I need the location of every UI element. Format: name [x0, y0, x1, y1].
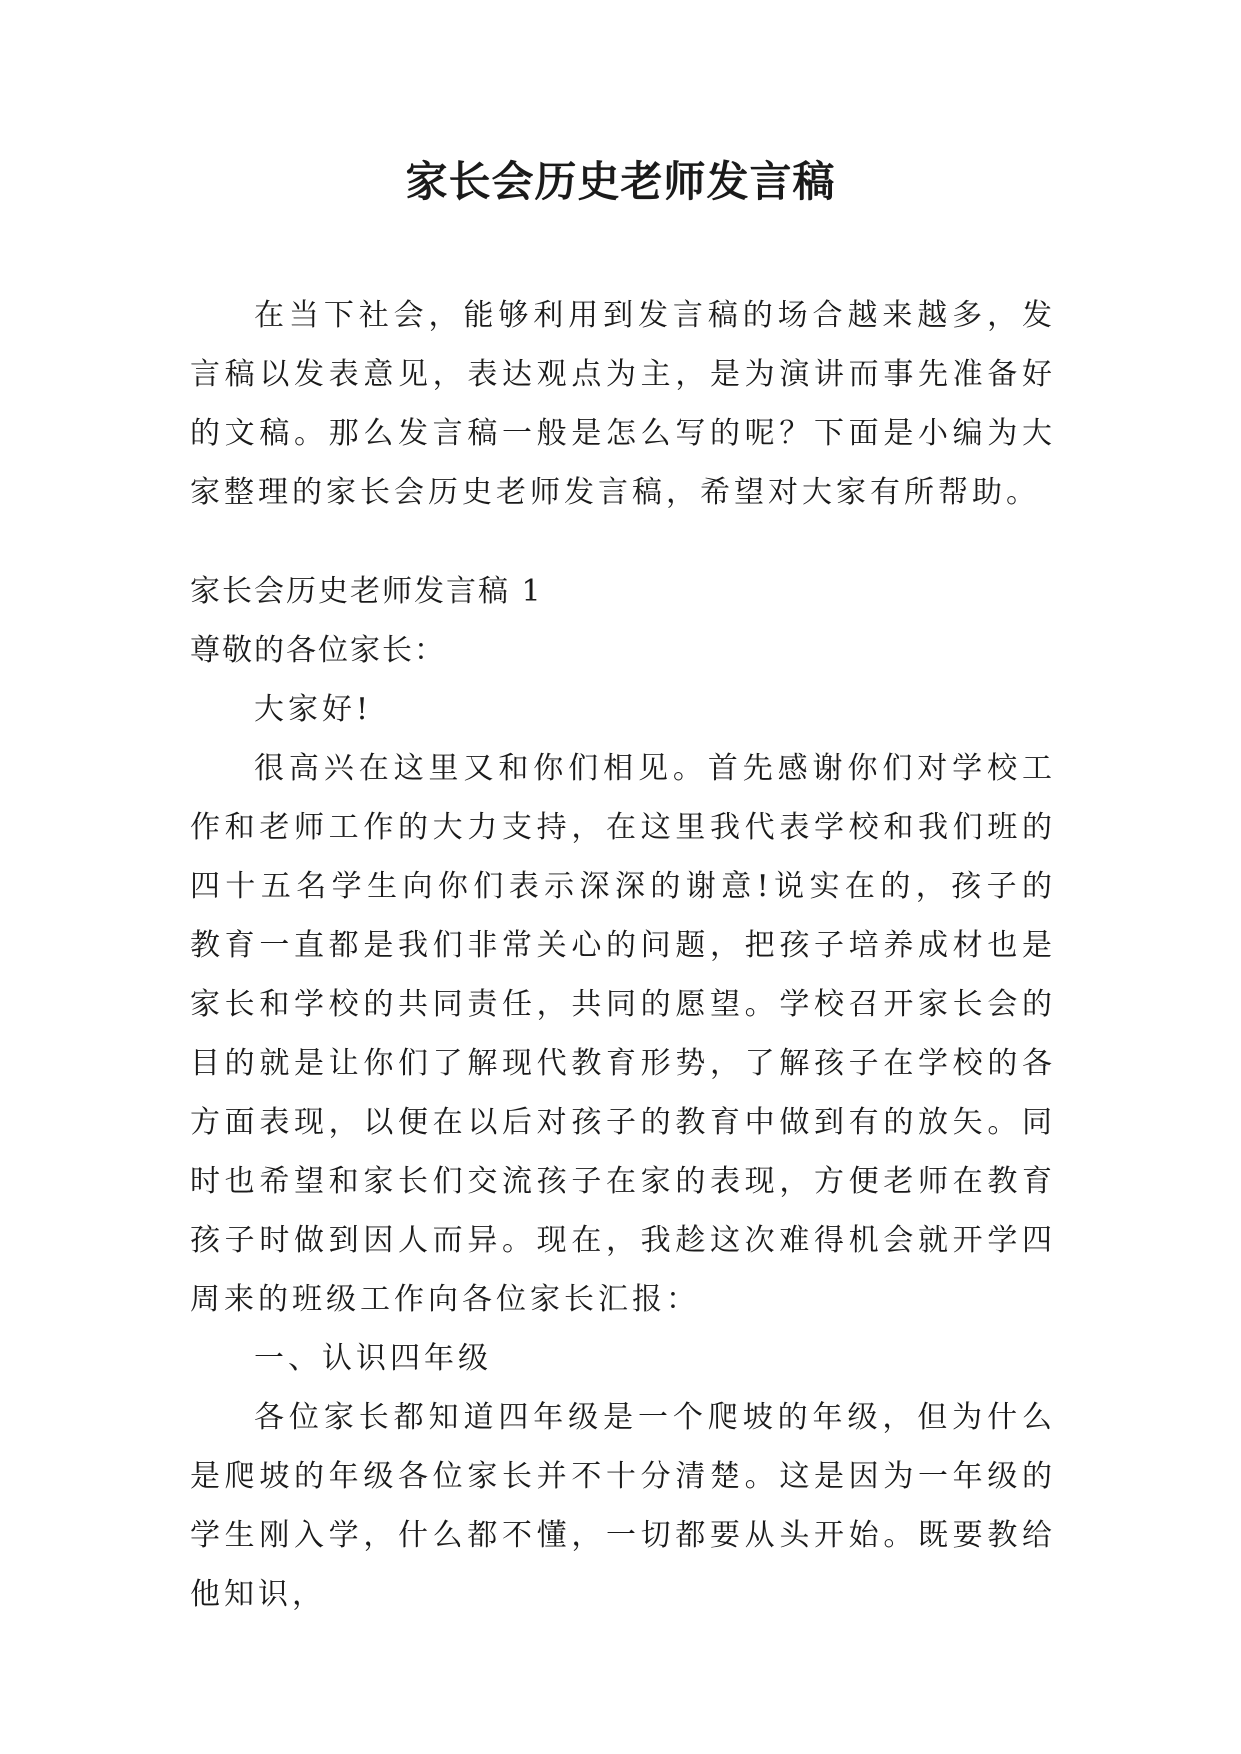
section-title: 家长会历史老师发言稿 1 [190, 574, 543, 609]
greeting: 大家好! [254, 692, 373, 727]
document-body [190, 286, 1056, 1624]
body-paragraph-1: 很高兴在这里又和你们相见。首先感谢你们对学校工作和老师工作的大力支持，在这里我代表学校和我们班的四十五名学生向你们表示深深的谢意!说实在的，孩子的教育一直都是我们非常关心的问题，把孩子培养成材也是家长和学校的共同责任，共同的愿望。学校召开家长会的目的就是让你们了解现代教育形势，了解孩子在学校的各方面表现，以便在以后对孩子的教育中做到有的放矢。同时也希望和家长们交流孩子在家的表现，方便老师在教育孩子时做到因人而异。现在，我趁这次难得机会就开学四周来的班级工作向各位家长汇报： [190, 751, 1056, 1317]
document-title: 家长会历史老师发言稿 [405, 157, 836, 206]
salutation: 尊敬的各位家长： [190, 633, 446, 668]
subheading-1: 一、认识四年级 [254, 1341, 492, 1376]
body-paragraph-2: 各位家长都知道四年级是一个爬坡的年级，但为什么是爬坡的年级各位家长并不十分清楚。这是因为一年级的学生刚入学，什么都不懂，一切都要从头开始。既要教给他知识， [190, 1400, 1056, 1612]
spacer [190, 522, 1056, 562]
intro-paragraph: 在当下社会，能够利用到发言稿的场合越来越多，发言稿以发表意见，表达观点为主，是为演讲而事先准备好的文稿。那么发言稿一般是怎么写的呢？下面是小编为大家整理的家长会历史老师发言稿，希望对大家有所帮助。 [190, 298, 1056, 510]
